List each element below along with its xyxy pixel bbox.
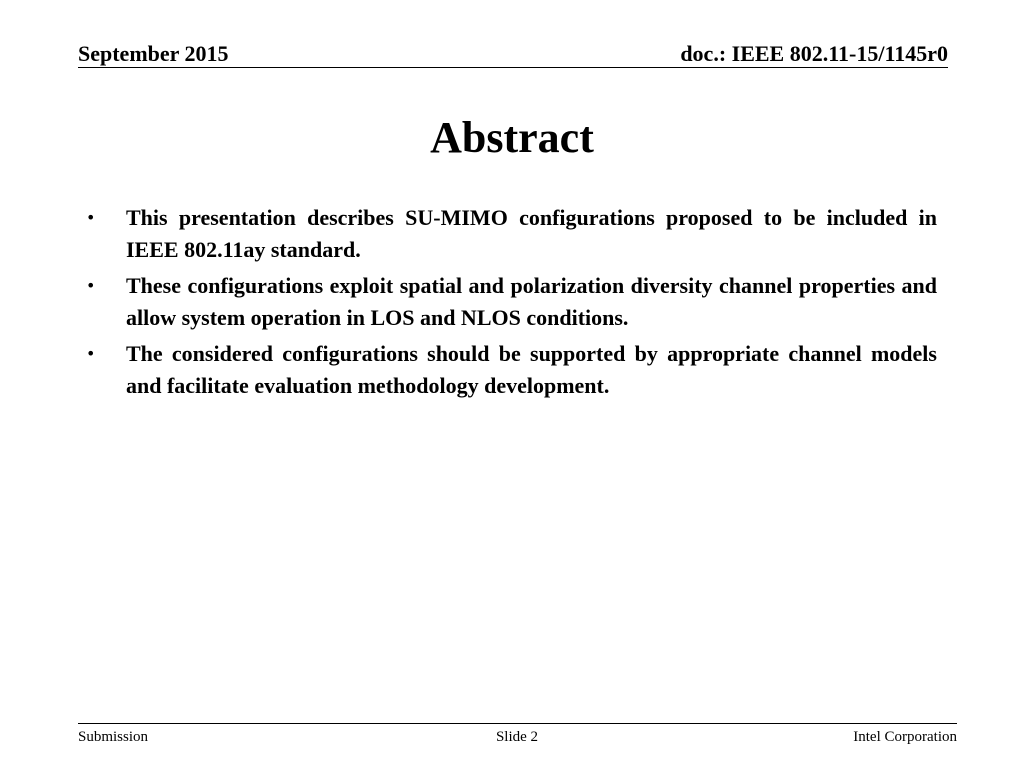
footer-divider [78, 723, 957, 724]
bullet-item [86, 202, 937, 265]
footer-organization: Intel Corporation [853, 729, 957, 745]
header-divider [78, 67, 948, 68]
header-date: September 2015 [78, 41, 229, 66]
header-doc-id: doc.: IEEE 802.11-15/1145r0 [680, 41, 948, 66]
bullet-item [86, 338, 937, 401]
bullet-marker: • [86, 208, 96, 227]
slide-title: Abstract [430, 113, 594, 162]
bullet-item [86, 270, 937, 333]
footer-submission: Submission [78, 729, 149, 745]
bullet-marker: • [86, 344, 96, 363]
footer-slide-number: Slide 2 [495, 729, 539, 745]
bullet-text: These configurations exploit spatial and polarization diversity channel properties and allow system operation in LOS and NLOS conditions. [126, 273, 937, 330]
bullet-text: This presentation describes SU-MIMO configurations proposed to be included in IEEE 802.11ay standard. [126, 205, 937, 262]
bullet-marker: • [86, 276, 96, 295]
bullet-list [86, 202, 937, 406]
bullet-text: The considered configurations should be supported by appropriate channel models and facilitate evaluation methodology development. [126, 341, 937, 398]
